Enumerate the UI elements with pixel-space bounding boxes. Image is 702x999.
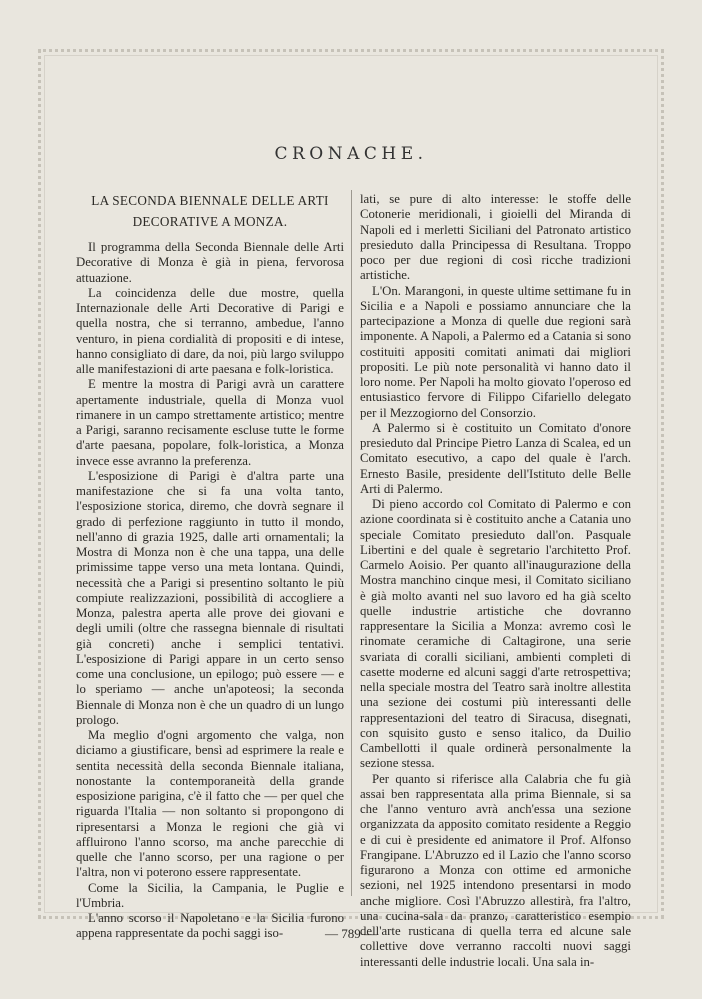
paragraph: Per quanto si riferisce alla Calabria che fu già assai ben rappresentata alla prima Biennale, si sa che l'anno venturo avrà anch'essa una sezione organizzata da apposito comitato residente a Reggio e di cui è presidente ed animatore il Prof. Alfonso Frangipane. L'Abruzzo ed il Lazio che l'anno scorso figurarono a Monza con ottime ed armoniche sezioni, nel 1925 intendono presentarsi in modo anche migliore. Così l'Abruzzo allestirà, fra l'altro, una cucina-sala da pranzo, caratteristico esempio dell'arte rusticana di quella terra ed alcune sale collettive dove verranno raccolti nuovi saggi interessanti delle industrie locali. Una sala in- <box>360 771 631 969</box>
paragraph: lati, se pure di alto interesse: le stoffe delle Cotonerie meridionali, i gioielli del Miranda di Napoli ed i merletti Siciliani del Patronato artistico presieduto dalla Principessa di Resultana. Troppo poco per due regioni di così ricche tradizioni artistiche. <box>360 192 631 283</box>
article-title-line-1: LA SECONDA BIENNALE DELLE ARTI <box>91 193 329 208</box>
paragraph: A Palermo si è costituito un Comitato d'onore presieduto dal Principe Pietro Lanza di Scalea, ed un Comitato esecutivo, a capo del quale è l'arch. Ernesto Basile, presidente dell'Istituto delle Belle Arti di Palermo. <box>360 420 631 496</box>
page-number: — 789 — <box>325 926 377 941</box>
article-title <box>76 190 344 232</box>
paragraph: E mentre la mostra di Parigi avrà un carattere apertamente industriale, quella di Monza vuol rimanere in un campo strettamente artistico; mentre a Parigi, saranno recisamente escluse tutte le forme d'arte paesana, popolare, folk-loristica, a Monza invece esse avranno la preferenza. <box>76 377 344 468</box>
paragraph: Come la Sicilia, la Campania, le Puglie e l'Umbria. <box>76 880 344 910</box>
paragraph: L'On. Marangoni, in queste ultime settimane fu in Sicilia e a Napoli e possiamo annunciare che la partecipazione a Monza di quelle due regioni sarà imponente. A Napoli, a Palermo ed a Catania si sono costituiti appositi comitati animati dai migliori propositi. Le più note personalità vi hanno dato il loro nome. Per Napoli ha molto giovato l'operoso ed entusiastico fervore di Filippo Cifariello delegato per il Mezzogiorno del Consorzio. <box>360 283 631 420</box>
paragraph: Il programma della Seconda Biennale delle Arti Decorative di Monza è già in piena, fervorosa attuazione. <box>76 240 344 285</box>
paragraph: Ma meglio d'ogni argomento che valga, non diciamo a giustificare, bensì ad esprimere la reale e sentita necessità della seconda Biennale italiana, nonostante la contemporaneità della grande esposizione parigina, c'è il fatto che — per quel che riguarda l'Italia — non soltanto si propongono di ripresentarsi a Monza le regioni che già vi affluirono l'anno scorso, ma anche parecchie di quelle che l'anno scorso, per una ragione o per l'altra, non vi poterono essere rappresentate. <box>76 728 344 880</box>
paragraph: Di pieno accordo col Comitato di Palermo e con azione coordinata si è costituito anche a Catania uno speciale Comitato presieduto dall'on. Pasquale Libertini e del quale è segretario l'architetto Prof. Carmelo Aoisio. Per quanto all'inaugurazione della Mostra manchino cinque mesi, il Comitato siciliano è già molto avanti nel suo lavoro ed ha già scelto quelle industrie artistiche che dovranno rappresentare la Sicilia a Monza: avremo così le rinomate ceramiche di Caltagirone, una serie svariata di coralli siciliani, ambienti completi di casette moderne ed alcuni saggi d'arte retrospettiva; nella speciale mostra del Teatro sarà inoltre allestita una sezione dei costumi più interessanti delle rappresentazioni del teatro di Siracusa, disegnati, con squisito gusto e senso italico, da Duilio Cambellotti il quale ordinerà personalmente la sezione stessa. <box>360 497 631 771</box>
paragraph: L'anno scorso il Napoletano e la Sicilia furono appena rappresentate da pochi saggi iso- <box>76 911 344 941</box>
paragraph: La coincidenza delle due mostre, quella Internazionale delle Arti Decorative di Parigi e quella nostra, che si terranno, ambedue, l'anno venturo, in piena cordialità di propositi e di intese, hanno consigliato di dare, da noi, più largo sviluppo alle manifestazioni di arte paesana e folk-loristica. <box>76 285 344 376</box>
paragraph: L'esposizione di Parigi è d'altra parte una manifestazione che si fa una volta tanto, l'esposizione storica, diremo, che dovrà segnare il grado di perfezione raggiunto in tutto il mondo, nell'anno di grazia 1925, dalle arti ornamentali; la Mostra di Monza non è che una tappa, una delle primissime tappe verso una meta lontana. Quindi, necessità che a Parigi si presentino soltanto le più compiute realizzazioni, possibilità di accogliere a Monza, palestra aperta alle prove dei giovani e degli umili (oltre che rassegna biennale di risultati già concreti) anche i semplici tentativi. L'esposizione di Parigi appare in un certo senso come una conclusione, un epilogo; può essere — e lo speriamo — anche un'apoteosi; la seconda Biennale di Monza non è che un quadro di un lungo prologo. <box>76 468 344 727</box>
article-title-line-2: DECORATIVE A MONZA. <box>132 214 288 229</box>
left-column <box>76 190 344 942</box>
column-divider <box>351 190 352 896</box>
section-heading: CRONACHE. <box>274 144 428 164</box>
right-column <box>360 192 631 970</box>
